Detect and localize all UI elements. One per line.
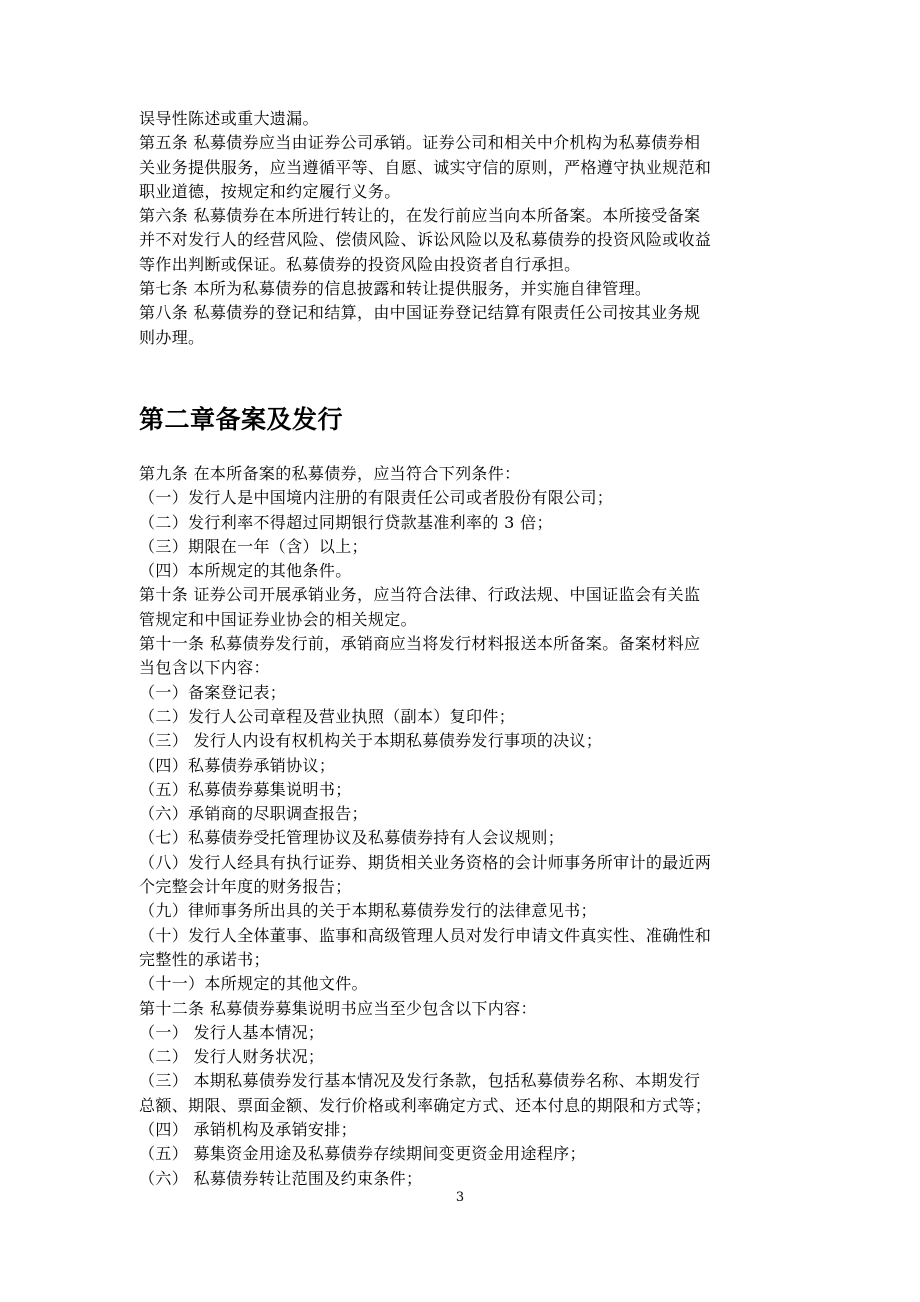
text-line: 关业务提供服务，应当遵循平等、自愿、诚实守信的原则，严格遵守执业规范和 <box>139 157 712 177</box>
text-line: （六） 私募债券转让范围及约束条件； <box>139 1168 423 1188</box>
text-line: （十一）本所规定的其他文件。 <box>139 974 368 994</box>
text-line: （五）私募债券募集说明书； <box>139 779 352 799</box>
text-line: 第七条 本所为私募债券的信息披露和转让提供服务，并实施自律管理。 <box>139 279 652 299</box>
text-line: 当包含以下内容： <box>139 658 270 678</box>
text-line: （二）发行利率不得超过同期银行贷款基准利率的 3 倍； <box>139 512 553 532</box>
text-line: 个完整会计年度的财务报告； <box>139 877 352 897</box>
text-line: 职业道德，按规定和约定履行义务。 <box>139 181 401 201</box>
text-line: （一）发行人是中国境内注册的有限责任公司或者股份有限公司； <box>139 488 614 508</box>
text-line: （四）本所规定的其他条件。 <box>139 561 352 581</box>
text-line: 第十二条 私募债券募集说明书应当至少包含以下内容： <box>139 998 537 1018</box>
text-line: （二） 发行人财务状况； <box>139 1047 325 1067</box>
text-line: 误导性陈述或重大遗漏。 <box>139 109 319 128</box>
paragraph-block-main <box>139 462 789 1191</box>
text-line: 则办理。 <box>139 327 205 347</box>
paragraph-block-top <box>139 107 789 350</box>
text-line: （八）发行人经具有执行证券、期货相关业务资格的会计师事务所审计的最近两 <box>139 852 712 872</box>
text-line: 第十条 证券公司开展承销业务，应当符合法律、行政法规、中国证监会有关监 <box>139 585 701 605</box>
text-line: （三）期限在一年（含）以上； <box>139 536 368 556</box>
text-line: 第六条 私募债券在本所进行转让的，在发行前应当向本所备案。本所接受备案 <box>139 206 701 226</box>
text-line: （六）承销商的尽职调查报告； <box>139 804 368 824</box>
text-line: （五） 募集资金用途及私募债券存续期间变更资金用途程序； <box>139 1144 586 1164</box>
text-line: （九）律师事务所出具的关于本期私募债券发行的法律意见书； <box>139 901 597 921</box>
text-line: （一） 发行人基本情况； <box>139 1022 325 1042</box>
text-line: 第五条 私募债券应当由证券公司承销。证券公司和相关中介机构为私募债券相 <box>139 133 701 153</box>
text-line: 并不对发行人的经营风险、偿债风险、诉讼风险以及私募债券的投资风险或收益 <box>139 230 712 250</box>
text-line: 第十一条 私募债券发行前，承销商应当将发行材料报送本所备案。备案材料应 <box>139 634 701 654</box>
page-number: 3 <box>455 1190 465 1205</box>
text-line: （三） 本期私募债券发行基本情况及发行条款，包括私募债券名称、本期发行 <box>139 1071 701 1091</box>
text-line: （七）私募债券受托管理协议及私募债券持有人会议规则； <box>139 828 565 848</box>
text-line: （一）备案登记表； <box>139 682 287 702</box>
text-line: 第九条 在本所备案的私募债券，应当符合下列条件： <box>139 464 521 483</box>
text-line: （四） 承销机构及承销安排； <box>139 1120 357 1140</box>
text-line: 等作出判断或保证。私募债券的投资风险由投资者自行承担。 <box>139 254 581 274</box>
text-line: （二）发行人公司章程及营业执照（副本）复印件； <box>139 706 516 726</box>
text-line: （十）发行人全体董事、监事和高级管理人员对发行申请文件真实性、准确性和 <box>139 925 712 945</box>
text-line: （三） 发行人内设有权机构关于本期私募债券发行事项的决议； <box>139 731 603 751</box>
text-line: 管规定和中国证券业协会的相关规定。 <box>139 609 417 629</box>
text-line: （四）私募债券承销协议； <box>139 755 336 775</box>
chapter-heading: 第二章备案及发行 <box>139 405 344 434</box>
text-line: 总额、期限、票面金额、发行价格或利率确定方式、还本付息的期限和方式等； <box>139 1095 712 1115</box>
text-line: 第八条 私募债券的登记和结算，由中国证券登记结算有限责任公司按其业务规 <box>139 303 701 323</box>
text-line: 完整性的承诺书； <box>139 949 270 969</box>
